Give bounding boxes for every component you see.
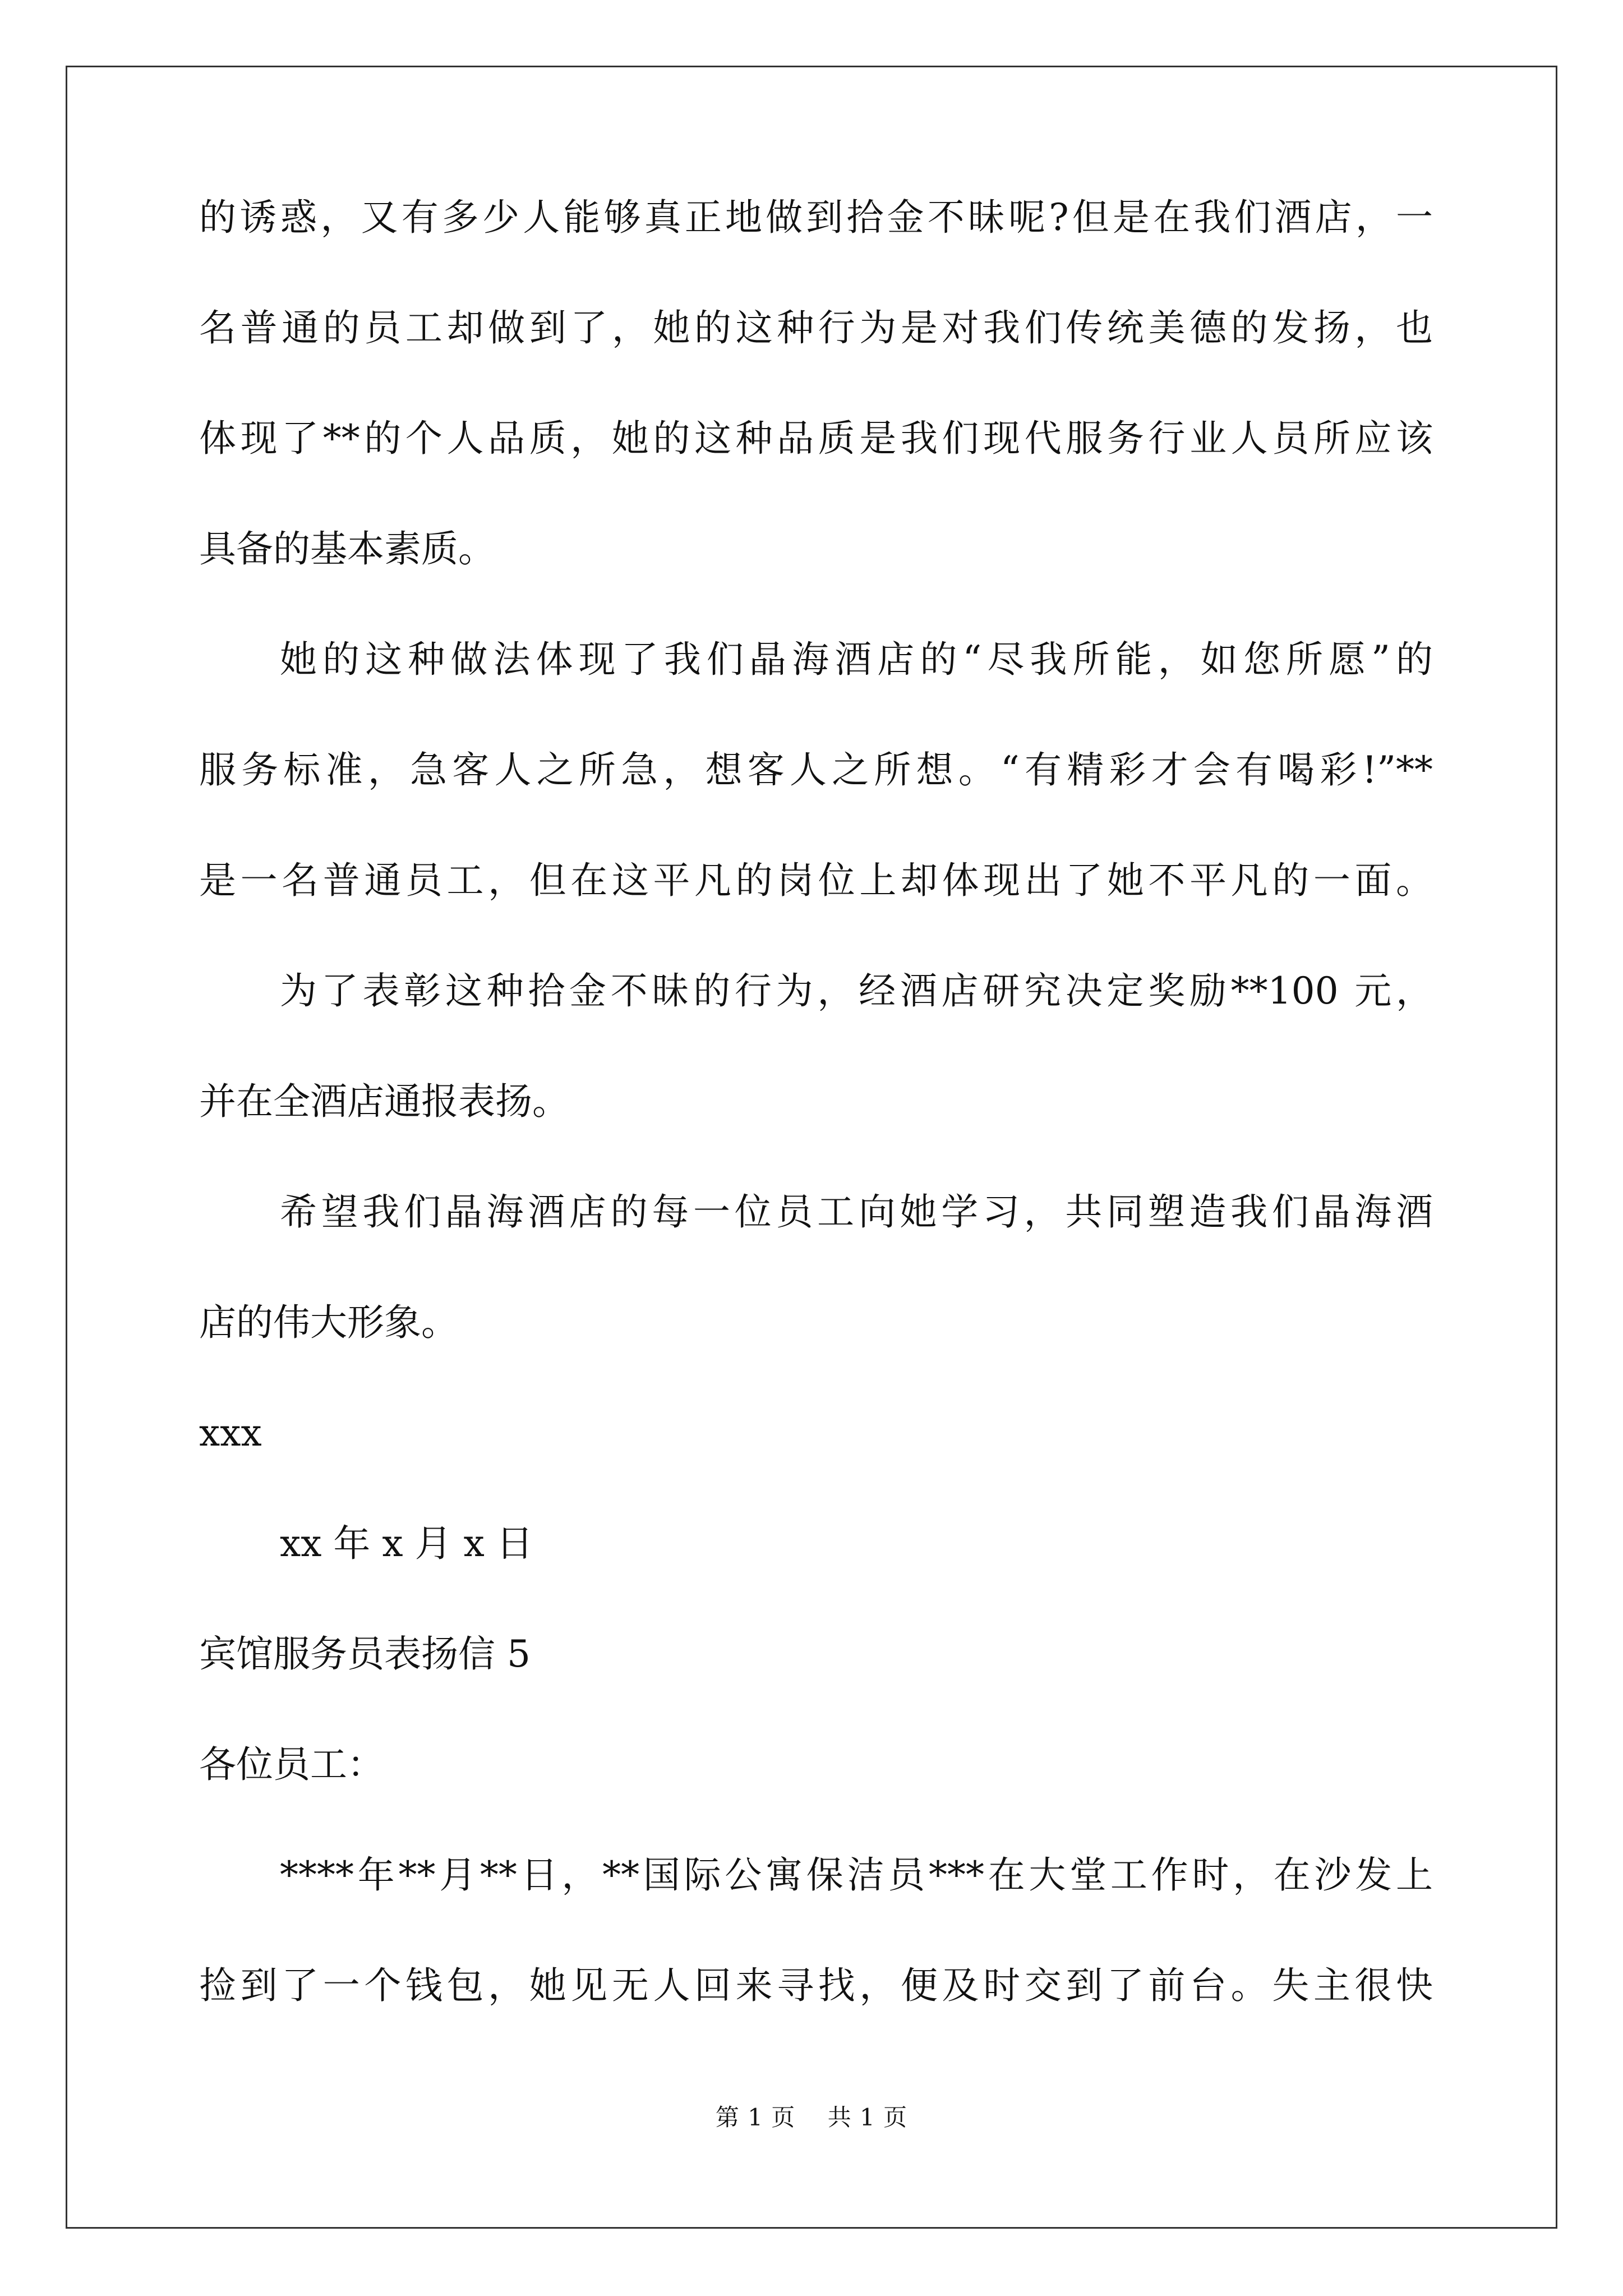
paragraph-line: 体现了**的个人品质，她的这种品质是我们现代服务行业人员所应该 bbox=[199, 417, 1433, 460]
section-title: 宾馆服务员表扬信 5 bbox=[199, 1632, 531, 1676]
paragraph-line: 的诱惑，又有多少人能够真正地做到拾金不昧呢?但是在我们酒店，一 bbox=[199, 196, 1433, 239]
salutation: 各位员工： bbox=[199, 1743, 384, 1786]
paragraph-line: 并在全酒店通报表扬。 bbox=[199, 1080, 569, 1123]
paragraph-line: 具备的基本素质。 bbox=[199, 527, 495, 570]
page-number: 第 1 页 bbox=[715, 2104, 796, 2131]
paragraph-line: 是一名普通员工，但在这平凡的岗位上却体现出了她不平凡的一面。 bbox=[199, 859, 1433, 902]
paragraph-line: 她的这种做法体现了我们晶海酒店的“尽我所能，如您所愿”的 bbox=[280, 638, 1433, 681]
signature-date: xx 年 x 月 x 日 bbox=[280, 1522, 533, 1565]
paragraph-line: 店的伟大形象。 bbox=[199, 1301, 458, 1344]
paragraph-line: 捡到了一个钱包，她见无人回来寻找，便及时交到了前台。失主很快 bbox=[199, 1964, 1433, 2007]
paragraph-line: 为了表彰这种拾金不昧的行为，经酒店研究决定奖励**100 元， bbox=[280, 969, 1433, 1013]
document-body bbox=[199, 196, 1433, 2078]
paragraph-line: ****年**月**日，**国际公寓保洁员***在大堂工作时，在沙发上 bbox=[280, 1853, 1433, 1897]
signature-name: xxx bbox=[199, 1411, 262, 1455]
paragraph-line: 名普通的员工却做到了，她的这种行为是对我们传统美德的发扬，也 bbox=[199, 306, 1433, 349]
page-total: 共 1 页 bbox=[827, 2104, 908, 2131]
paragraph-line: 希望我们晶海酒店的每一位员工向她学习，共同塑造我们晶海酒 bbox=[280, 1190, 1433, 1234]
page-footer bbox=[0, 2104, 1623, 2132]
paragraph-line: 服务标准，急客人之所急，想客人之所想。“有精彩才会有喝彩!”** bbox=[199, 748, 1433, 792]
